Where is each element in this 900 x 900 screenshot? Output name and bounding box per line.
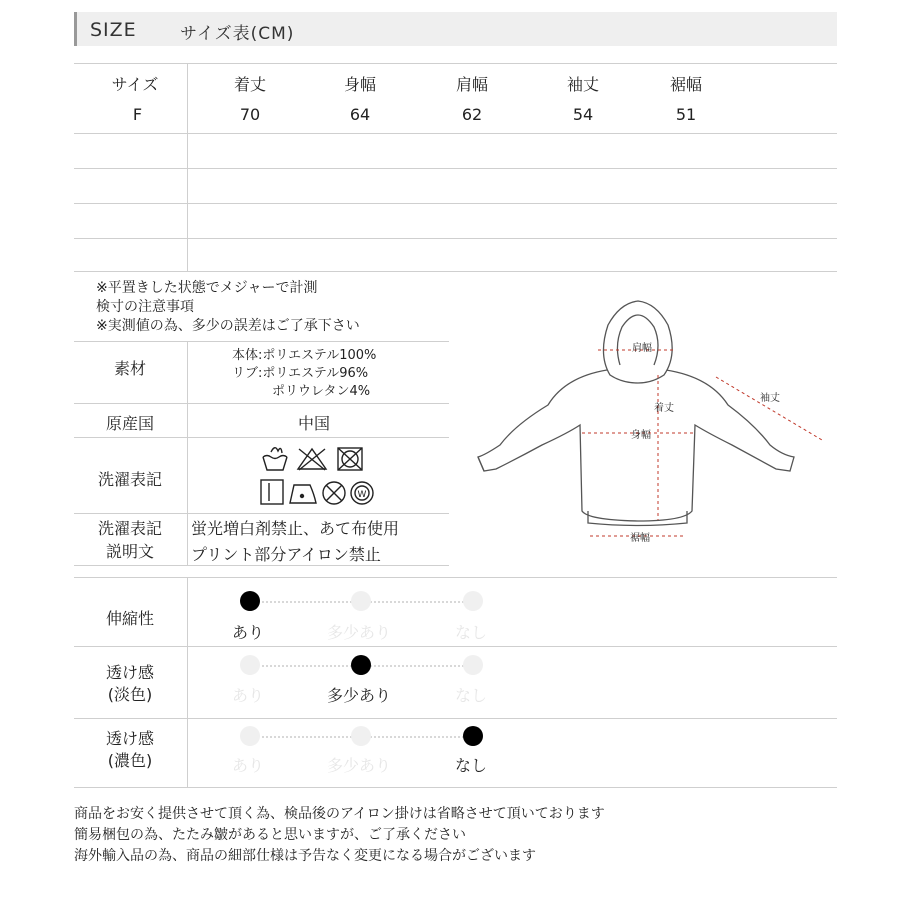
care-text-line: 蛍光増白剤禁止、あて布使用 xyxy=(191,519,400,538)
no-dry-clean-icon xyxy=(323,482,345,504)
ratings-divider xyxy=(187,577,188,787)
note-line: 検寸の注意事項 xyxy=(96,299,194,315)
option-yes: あり xyxy=(231,756,264,775)
rating-dot xyxy=(351,726,371,746)
wash-30-icon xyxy=(263,448,287,470)
care-label: 洗濯表記 xyxy=(97,470,162,489)
hoodie-body xyxy=(478,370,794,521)
table-cell: 54 xyxy=(572,105,594,124)
footer-line: 海外輸入品の為、商品の細部仕様は予告なく変更になる場合がございます xyxy=(74,848,536,864)
label-line: (淡色) xyxy=(107,685,153,704)
ratings-rule xyxy=(74,787,837,788)
size-subtitle: サイズ表(CM) xyxy=(180,24,295,44)
table-rule xyxy=(74,133,837,134)
footer-line: 簡易梱包の為、たたみ皺があると思いますが、ご了承ください xyxy=(74,827,466,843)
rating-dot xyxy=(240,655,260,675)
option-some: 多少あり xyxy=(326,686,391,705)
col-header-length: 着丈 xyxy=(233,75,266,94)
no-bleach-icon xyxy=(298,449,326,470)
option-none: なし xyxy=(454,756,487,775)
hood xyxy=(603,301,672,383)
table-rule xyxy=(74,168,837,169)
care-text-line: プリント部分アイロン禁止 xyxy=(191,545,381,564)
label-line: (濃色) xyxy=(107,751,153,770)
details-rule xyxy=(74,513,449,514)
table-rule xyxy=(74,271,837,272)
material-line: 本体:ポリエステル100% xyxy=(232,348,377,363)
table-cell: 70 xyxy=(239,105,261,124)
col-header-shoulder: 肩幅 xyxy=(455,75,488,94)
svg-text:W: W xyxy=(357,490,367,500)
option-some: 多少あり xyxy=(326,623,391,642)
details-rule xyxy=(74,403,449,404)
size-heading: SIZE xyxy=(90,19,137,41)
stretch-label: 伸縮性 xyxy=(105,609,154,628)
care-symbols xyxy=(258,442,376,508)
option-none: なし xyxy=(454,623,487,642)
rating-dot-selected xyxy=(351,655,371,675)
care-text-label xyxy=(74,517,186,563)
rating-dot xyxy=(463,591,483,611)
footer-notes xyxy=(74,804,605,867)
material-line: リブ:ポリエステル96% xyxy=(232,366,369,381)
title-accent xyxy=(74,12,77,46)
rating-dot-selected xyxy=(463,726,483,746)
care-text-label-line: 説明文 xyxy=(105,542,154,561)
option-some: 多少あり xyxy=(326,756,391,775)
col-header-hem: 裾幅 xyxy=(669,75,702,94)
table-rule xyxy=(74,203,837,204)
option-none: なし xyxy=(454,686,487,705)
col-header-width: 身幅 xyxy=(343,75,376,94)
ratings-rule xyxy=(74,718,837,719)
sleeve-label: 袖丈 xyxy=(760,393,780,404)
hem-label: 裾幅 xyxy=(630,533,650,544)
origin-value: 中国 xyxy=(298,414,331,433)
label-line: 透け感 xyxy=(105,663,154,682)
measurement-notes xyxy=(96,279,360,336)
rating-dot xyxy=(351,591,371,611)
hoodie-diagram xyxy=(470,295,835,555)
shoulder-label: 肩幅 xyxy=(632,343,652,354)
length-label: 着丈 xyxy=(654,403,674,414)
table-rule xyxy=(74,63,837,64)
ratings-rule xyxy=(74,646,837,647)
material-line: ポリウレタン4% xyxy=(272,384,371,399)
table-rule xyxy=(74,238,837,239)
ratings-rule xyxy=(74,577,837,578)
wet-clean-icon xyxy=(351,482,373,504)
option-yes: あり xyxy=(231,686,264,705)
details-rule xyxy=(74,341,449,342)
sheer-light-label xyxy=(74,662,186,706)
footer-line: 商品をお安く提供させて頂く為、検品後のアイロン掛けは省略させて頂いております xyxy=(74,806,605,822)
rating-dot-selected xyxy=(240,591,260,611)
care-text-label-line: 洗濯表記 xyxy=(97,519,162,538)
col-header-size: サイズ xyxy=(111,75,159,94)
label-line: 透け感 xyxy=(105,729,154,748)
details-rule xyxy=(74,437,449,438)
line-dry-icon xyxy=(261,480,283,504)
material-label: 素材 xyxy=(113,359,146,378)
rating-dot xyxy=(463,655,483,675)
details-divider xyxy=(187,341,188,565)
col-header-sleeve: 袖丈 xyxy=(566,75,599,94)
note-line: ※平置きした状態でメジャーで計測 xyxy=(96,280,318,296)
origin-label: 原産国 xyxy=(105,414,154,433)
table-cell: F xyxy=(132,105,143,124)
width-label: 身幅 xyxy=(631,430,651,441)
material-value xyxy=(232,347,376,401)
care-text-value xyxy=(191,516,399,568)
iron-low-icon xyxy=(290,485,316,503)
note-line: ※実測値の為、多少の誤差はご了承下さい xyxy=(96,318,360,334)
rating-dot xyxy=(240,726,260,746)
sheer-dark-label xyxy=(74,728,186,772)
table-cell: 64 xyxy=(349,105,371,124)
table-cell: 51 xyxy=(675,105,697,124)
table-cell: 62 xyxy=(461,105,483,124)
option-yes: あり xyxy=(231,623,264,642)
no-tumble-dry-icon xyxy=(338,448,362,470)
